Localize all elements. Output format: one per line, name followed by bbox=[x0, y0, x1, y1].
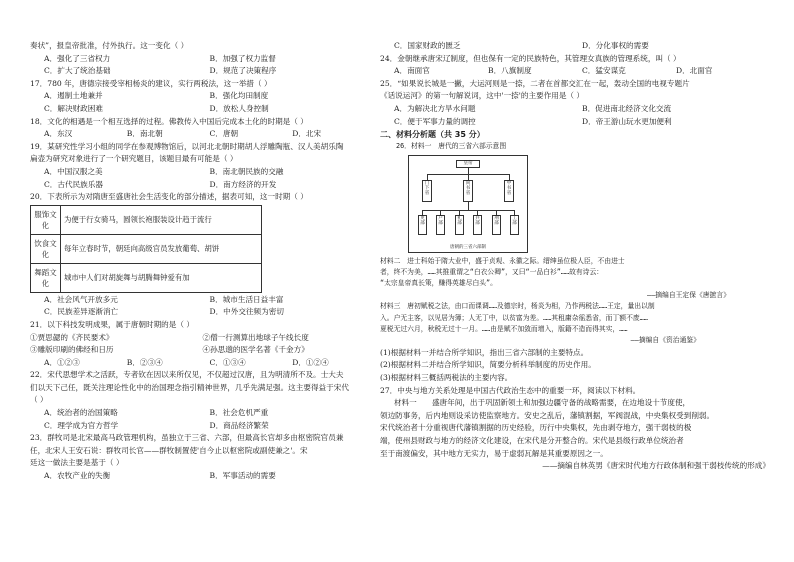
diagram-box-hubu: 户部 bbox=[436, 215, 445, 235]
q25-stem-line2: 《话说运河》的第一句解说词，这中'一捺'的主要作用是（ ） bbox=[380, 91, 585, 101]
q22-stem-line1: 22．宋代思想学术之活跃，专者钦在因以来所仅见，不仅超过汉唐，且为明清所不及。士大夫 bbox=[30, 370, 344, 380]
q19-option-b[interactable]: B．南北朝民族的交融 bbox=[209, 166, 284, 176]
left-column bbox=[30, 40, 375, 483]
table-cell-value: 为便于行女骑马，圆领长袍服装设计趋于流行 bbox=[61, 205, 262, 234]
q25-option-c[interactable]: C．便于军事力量的调控 bbox=[394, 116, 476, 126]
q25-stem-line1: 25．“如果说长城是一撇，大运河则是一捺，二者在首都交汇在一起，轰动全国的电视专题片 bbox=[380, 78, 690, 88]
q18-options bbox=[30, 128, 375, 141]
q23-options-row2 bbox=[380, 40, 770, 53]
q21-stem: 21．以下科技发明成果，属于唐朝时期的是（ ） bbox=[30, 319, 194, 329]
table-cell-value: 城市中人们对胡旋舞与胡腾舞钟爱有加 bbox=[61, 263, 262, 292]
section-title: 二、材料分析题（共 35 分） bbox=[380, 130, 485, 140]
q25-option-a[interactable]: A．为解决北方旱水问题 bbox=[394, 103, 476, 113]
diagram-box-gongbu: 工部 bbox=[510, 215, 519, 235]
q18-option-b[interactable]: B．南北朝 bbox=[126, 129, 163, 139]
m2-line2: 者，终不为美，……其推重谓之“白衣公卿”，又曰“一品白衫”……故有诗云： bbox=[380, 267, 604, 276]
q23-stem-line2: 任，北宋人王安石说：群牧司长官——群牧制置使'自今止以枢密院或副使兼之'。宋 bbox=[30, 445, 308, 455]
q21-option-c[interactable]: C．①③④ bbox=[209, 357, 246, 367]
q25-options-row1 bbox=[380, 103, 770, 116]
q18-option-a[interactable]: A．东汉 bbox=[44, 129, 73, 139]
q20-table bbox=[30, 205, 262, 293]
q22-stem-line3: （ ） bbox=[30, 395, 48, 405]
q21-item-1: ①贾思勰的《齐民要术》 bbox=[30, 332, 114, 342]
q23-stem-line3: 廷这一做法主要是基于（ ） bbox=[30, 458, 124, 468]
q19-options-row2 bbox=[30, 179, 375, 192]
q23-option-b[interactable]: B．军事活动的需要 bbox=[209, 471, 276, 481]
q20-option-d[interactable]: D．中外交往频为密切 bbox=[209, 307, 284, 317]
q19-option-d[interactable]: D．南方经济的开发 bbox=[209, 179, 277, 189]
q18-option-c[interactable]: C．唐朝 bbox=[209, 129, 239, 139]
table-cell-value: 每年立春时节，朝廷向高级官员发放葡萄、胡饼 bbox=[61, 234, 262, 263]
q21-item-3: ③雕版印刷的佛经和日历 bbox=[30, 345, 114, 355]
q17-option-a[interactable]: A．遏制土地兼并 bbox=[44, 91, 103, 101]
q20-option-a[interactable]: A．社会风气开放多元 bbox=[44, 294, 118, 304]
table-row bbox=[31, 234, 262, 263]
table-cell-key: 饮食文化 bbox=[31, 234, 61, 263]
diagram-caption: 唐朝的三省六部制 bbox=[450, 244, 486, 250]
q16-options-row1 bbox=[30, 53, 375, 66]
q21-items-row2 bbox=[30, 344, 375, 357]
diagram-box-emperor: 皇帝 bbox=[456, 160, 480, 168]
q22-options-row2 bbox=[30, 420, 375, 433]
q24-option-d[interactable]: D．北面官 bbox=[676, 66, 713, 76]
m26-question-2: (2)根据材料二并结合所学知识，简要分析科举制度的历史作用。 bbox=[380, 360, 596, 370]
q25-option-b[interactable]: B．促进南北经济文化交流 bbox=[582, 103, 672, 113]
q19-stem-line1: 19．某研究性学习小组的同学在参观博物馆后，以河北北朝时期胡人浮雕陶瓶、汉人美胡乐陶 bbox=[30, 141, 344, 151]
q21-option-b[interactable]: B．②③④ bbox=[126, 357, 163, 367]
m27-line2: 领边防事务，后内地则设采访使监察地方。安史之乱后，藩镇割据，军阀混战，中央集权受到削弱。 bbox=[380, 410, 715, 420]
q25-options-row2 bbox=[380, 116, 770, 129]
right-column bbox=[380, 40, 770, 473]
q20-option-c[interactable]: C．民族差异逐渐消亡 bbox=[44, 307, 119, 317]
diagram-box-libu: 吏部 bbox=[418, 215, 427, 235]
q20-options-row2 bbox=[30, 306, 375, 319]
m2-line3: “太宗皇帝真长策，赚得英雄尽白头”。 bbox=[380, 279, 497, 288]
q24-option-b[interactable]: B．八旗制度 bbox=[488, 66, 532, 76]
q21-option-d[interactable]: D．①②④ bbox=[292, 357, 329, 367]
q19-option-c[interactable]: C．古代民族乐器 bbox=[44, 179, 103, 189]
q27-stem: 27．中央与地方关系处理是中国古代政治生态中的重要一环，阅读以下材料。 bbox=[380, 385, 641, 395]
q16-tail: 奏状”，报皇帝批准，付外执行。这一变化（ ） bbox=[30, 41, 189, 50]
q22-option-c[interactable]: C．理学成为官方哲学 bbox=[44, 420, 119, 430]
q24-option-a[interactable]: A．南面官 bbox=[394, 66, 430, 76]
q17-option-d[interactable]: D．放松人身控制 bbox=[209, 103, 269, 113]
q23-option-a[interactable]: A．农牧产业的失衡 bbox=[44, 471, 111, 481]
q21-options bbox=[30, 357, 375, 370]
q23-options-row1 bbox=[30, 470, 375, 483]
q24-stem: 24．金朝继承唐宋辽制度，但也保有一定的民族特色，其管理女真族的管理系统，叫（ ） bbox=[380, 53, 681, 63]
q17-option-c[interactable]: C．解决财政困难 bbox=[44, 103, 103, 113]
q22-option-a[interactable]: A．统治者的治国策略 bbox=[44, 408, 118, 418]
q21-item-2: ②僧一行测算出地球子午线长度 bbox=[202, 332, 309, 342]
table-cell-key: 服饰文化 bbox=[31, 205, 61, 234]
diagram-box-xingbu: 刑部 bbox=[492, 215, 501, 235]
q22-stem-line2: 们以天下己任，既关注理论性化中的治国理念指引精神世界，几乎先满足强。这主要得益于宋代 bbox=[30, 382, 349, 392]
diagram-box-bingbu: 兵部 bbox=[473, 215, 482, 235]
m27-line1: 材料一 盛唐年间，出于巩固新领土和加强边疆守备的战略需要，在边地设十节度使， bbox=[394, 398, 691, 408]
m27-line3: 宋代统治者十分重视唐代藩镇割据的历史经验，历行中央集权，先由剥夺地方，强干弱枝的极 bbox=[380, 423, 692, 433]
m2-line1: 材料二 进士科始于隋大业中，盛于贞观、永徽之际。缙绅虽位极人臣，不由进士 bbox=[380, 256, 625, 265]
q20-options-row1 bbox=[30, 294, 375, 307]
diagram-box-zhongshu: 中书省 bbox=[504, 180, 514, 202]
q16-option-b[interactable]: B．加强了权力监督 bbox=[209, 53, 276, 63]
q18-stem: 18．文化的相遇是一个相互选择的过程。佛教传入中国后完成本土化的时期是（ ） bbox=[30, 116, 308, 126]
q23-option-d[interactable]: D．分化事权的需要 bbox=[582, 41, 649, 50]
m3-line1: 材料三 唐初赋税之法，由口而课调……及德宗时，杨炎为相，乃作两税法……王定，量出以制 bbox=[380, 302, 655, 311]
q22-options-row1 bbox=[30, 407, 375, 420]
q19-option-a[interactable]: A．中国汉服之美 bbox=[44, 166, 103, 176]
q21-option-a[interactable]: A．①②③ bbox=[44, 357, 80, 367]
m3-line3: 夏税无过六月，秋税无过十一月。……由是赋不加敛而增入，版籍不造而得其实，…… bbox=[380, 325, 628, 333]
diagram-box-libu-rites: 礼部 bbox=[455, 215, 464, 235]
q20-stem: 20．下表所示为对隋唐至盛唐社会生活变化的部分描述，据表可知，这一时期（ ） bbox=[30, 192, 308, 202]
table-row bbox=[31, 205, 262, 234]
diagram-box-shangshu: 尚书省 bbox=[463, 180, 473, 202]
q25-option-d[interactable]: D．帝王游山玩水更加便利 bbox=[582, 116, 672, 126]
q20-option-b[interactable]: B．城市生活日益丰富 bbox=[209, 294, 284, 304]
three-departments-diagram bbox=[408, 155, 528, 253]
q17-options-row1 bbox=[30, 90, 375, 103]
q21-item-4: ④孙思邈的医学名著《千金方》 bbox=[202, 345, 309, 355]
q16-option-d[interactable]: D．规范了决策程序 bbox=[209, 66, 277, 76]
m27-line5: 至于南渡偏安，其中地方无实力，易于虚弱瓦解是其重要原因之一。 bbox=[380, 448, 608, 458]
table-cell-key: 舞蹈文化 bbox=[31, 263, 61, 292]
q19-options-row1 bbox=[30, 166, 375, 179]
m3-line2: 入。户无主客，以见居为簿；人无丁中，以贫富为差。……其租庸杂徭悉省，而丁额不废…… bbox=[380, 313, 648, 322]
q23-stem-line1: 23．群牧司是北宋最高马政管理机构，虽独立于三省、六部，但最高长官却多由枢密院官员兼 bbox=[30, 433, 344, 443]
m26-question-1: (1)根据材料一并结合所学知识，指出三省六部制的主要特点。 bbox=[380, 347, 589, 357]
q17-options-row2 bbox=[30, 103, 375, 116]
m26-title: 26．材料一 唐代的三省六部示意图 bbox=[396, 142, 507, 151]
q16-options-row2 bbox=[30, 65, 375, 78]
m2-source: ——摘编自王定保《唐摭言》 bbox=[647, 290, 730, 299]
m26-question-3: (3)根据材料三概括两税法的主要内容。 bbox=[380, 373, 513, 382]
m27-source: ——摘编自林英男《唐宋时代地方行政体制和强干弱枝传统的形成》 bbox=[542, 461, 770, 471]
q16-option-c[interactable]: C．扩大了统治基础 bbox=[44, 66, 111, 76]
table-row bbox=[31, 263, 262, 292]
m3-source: ——摘编自《资治通鉴》 bbox=[630, 336, 700, 345]
q24-option-c[interactable]: C．猛安谋克 bbox=[582, 66, 626, 76]
q17-option-b[interactable]: B．强化均田制度 bbox=[209, 91, 269, 101]
q19-stem-line2: 扁壶为研究对象进行了一个研究题目，该题目最有可能是（ ） bbox=[30, 154, 238, 164]
q22-option-b[interactable]: B．社会危机严重 bbox=[209, 408, 269, 418]
diagram-box-menxia: 门下省 bbox=[422, 180, 432, 202]
q23-option-c[interactable]: C．国家财政的匮乏 bbox=[394, 41, 461, 50]
q18-option-d[interactable]: D．北宋 bbox=[292, 129, 322, 139]
m27-line4: 端，使州县财政与地方的经济文化建设，在宋代是分开整合的。宋代是县级行政单位统治者 bbox=[380, 435, 684, 445]
q21-items-row1 bbox=[30, 332, 375, 345]
q17-stem: 17．780 年，唐德宗接受宰相杨炎的建议，实行两税法，这一举措（ ） bbox=[30, 78, 272, 88]
q22-option-d[interactable]: D．商品经济繁荣 bbox=[209, 420, 269, 430]
q24-options bbox=[380, 65, 770, 78]
q16-option-a[interactable]: A．强化了三省权力 bbox=[44, 53, 111, 63]
